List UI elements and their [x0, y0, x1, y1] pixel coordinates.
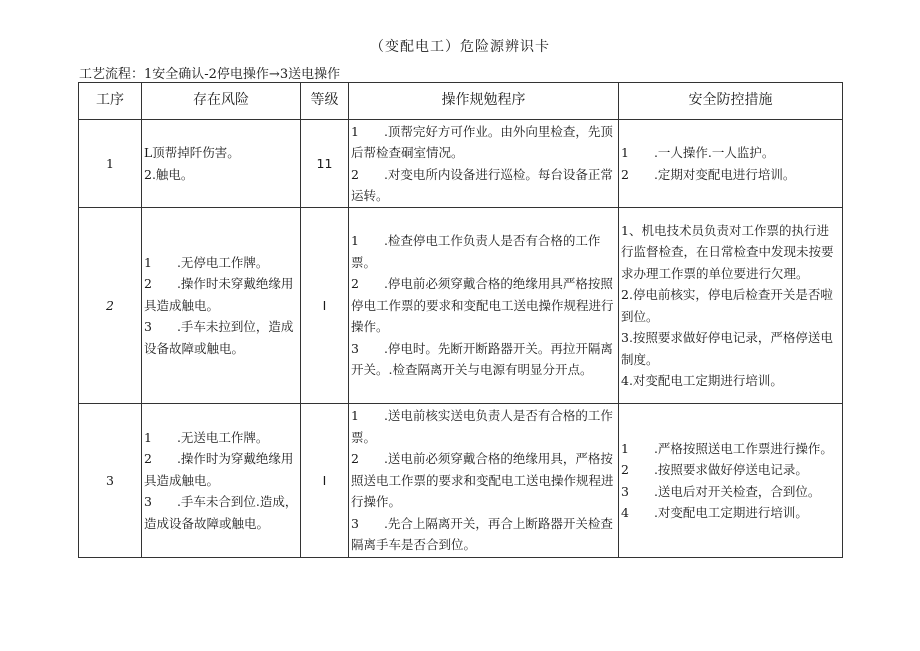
procedure-item: 2 .停电前必须穿戴合格的绝缘用具严格按照停电工作票的要求和变配电工送电操作规程进行操作。: [351, 276, 614, 335]
row-procedures: [349, 120, 619, 208]
measure-item: 2.停电前核实，停电后检查开关是否啦到位。: [621, 287, 833, 324]
row-measures: [619, 120, 843, 208]
table-row: [79, 404, 843, 558]
row-measures: [619, 404, 843, 558]
risk-item: 2 .操作时为穿戴绝缘用具造成触电。: [144, 451, 294, 488]
header-risk: 存在风险: [142, 83, 301, 120]
risk-item: 1 .无停电工作牌。: [144, 254, 269, 270]
measure-item: 3 .送电后对开关检查，合到位。: [621, 483, 821, 499]
risk-item: 2 .操作时未穿戴绝缘用具造成触电。: [144, 276, 294, 313]
risk-item: 1 .无送电工作牌。: [144, 429, 269, 445]
risk-item: 3 .手车未合到位.造成，造成设备故障或触电。: [144, 494, 298, 531]
measure-item: 2 .按照要求做好停送电记录。: [621, 462, 808, 477]
row-procedures: [349, 404, 619, 558]
procedure-item: 1 .送电前核实送电负责人是否有合格的工作票。: [351, 408, 613, 445]
header-procedure: 操作规勉程序: [349, 83, 619, 120]
row-procedures: [349, 208, 619, 404]
row-level: I: [301, 404, 349, 558]
page-title: （变配电工）危险源辨识卡: [370, 39, 550, 55]
table-row: [79, 208, 843, 404]
process-flow: 工艺流程：1安全确认-2停电操作→3送电操作: [79, 67, 341, 82]
row-seq: 1: [79, 120, 142, 208]
row-measures: [619, 208, 843, 404]
procedure-item: 2 .送电前必须穿戴合格的绝缘用具，严格按照送电工作票的要求和变配电工送电操作规程进行操作。: [351, 451, 614, 510]
measure-item: 2 .定期对变配电进行培训。: [621, 166, 796, 182]
procedure-item: 1 .顶帮完好方可作业。由外向里检查，先顶后帮检查硐室情况。: [351, 123, 613, 160]
row-risks: [142, 404, 301, 558]
procedure-item: 3 .先合上隔离开关，再合上断路器开关检查隔离手车是否合到位。: [351, 515, 613, 553]
risk-item: 3 .手车未拉到位，造成设备故障或触电。: [144, 319, 294, 356]
row-seq: 2: [79, 208, 142, 404]
procedure-item: 2 .对变电所内设备进行巡检。每台设备正常运转。: [351, 166, 613, 203]
row-risks: [142, 120, 301, 208]
procedure-item: 3 .停电时。先断开断路器开关。再拉开隔离开关。.检查隔离开关与电源有明显分开点。: [351, 340, 613, 378]
risk-item: L顶帮掉阡伤害。: [144, 145, 240, 160]
procedure-item: 1 .检查停电工作负责人是否有合格的工作票。: [351, 233, 601, 270]
table-header-row: [79, 83, 843, 120]
measure-item: 1、机电技术员负责对工作票的执行进行监督检查，在日常检查中发现未按要求办理工作票的单位要进行欠理。: [621, 222, 834, 281]
measure-item: 1 .一人操作.一人监护。: [621, 145, 775, 160]
header-level: 等级: [301, 83, 349, 120]
hazard-table: [78, 82, 843, 558]
measure-item: 1 .严格按照送电工作票进行操作。: [621, 440, 833, 456]
row-level: I: [301, 208, 349, 404]
measure-item: 3.按照要求做好停电记录，严格停送电制度。: [621, 330, 833, 367]
measure-item: 4 .对变配电工定期进行培训。: [621, 505, 808, 520]
measure-item: 4.对变配电工定期进行培训。: [621, 373, 783, 388]
row-seq: 3: [79, 404, 142, 558]
table-row: [79, 120, 843, 208]
row-level: 11: [301, 120, 349, 208]
header-measures: 安全防控措施: [619, 83, 843, 120]
row-risks: [142, 208, 301, 404]
risk-item: 2.触电。: [144, 166, 194, 182]
header-seq: 工序: [79, 83, 142, 120]
